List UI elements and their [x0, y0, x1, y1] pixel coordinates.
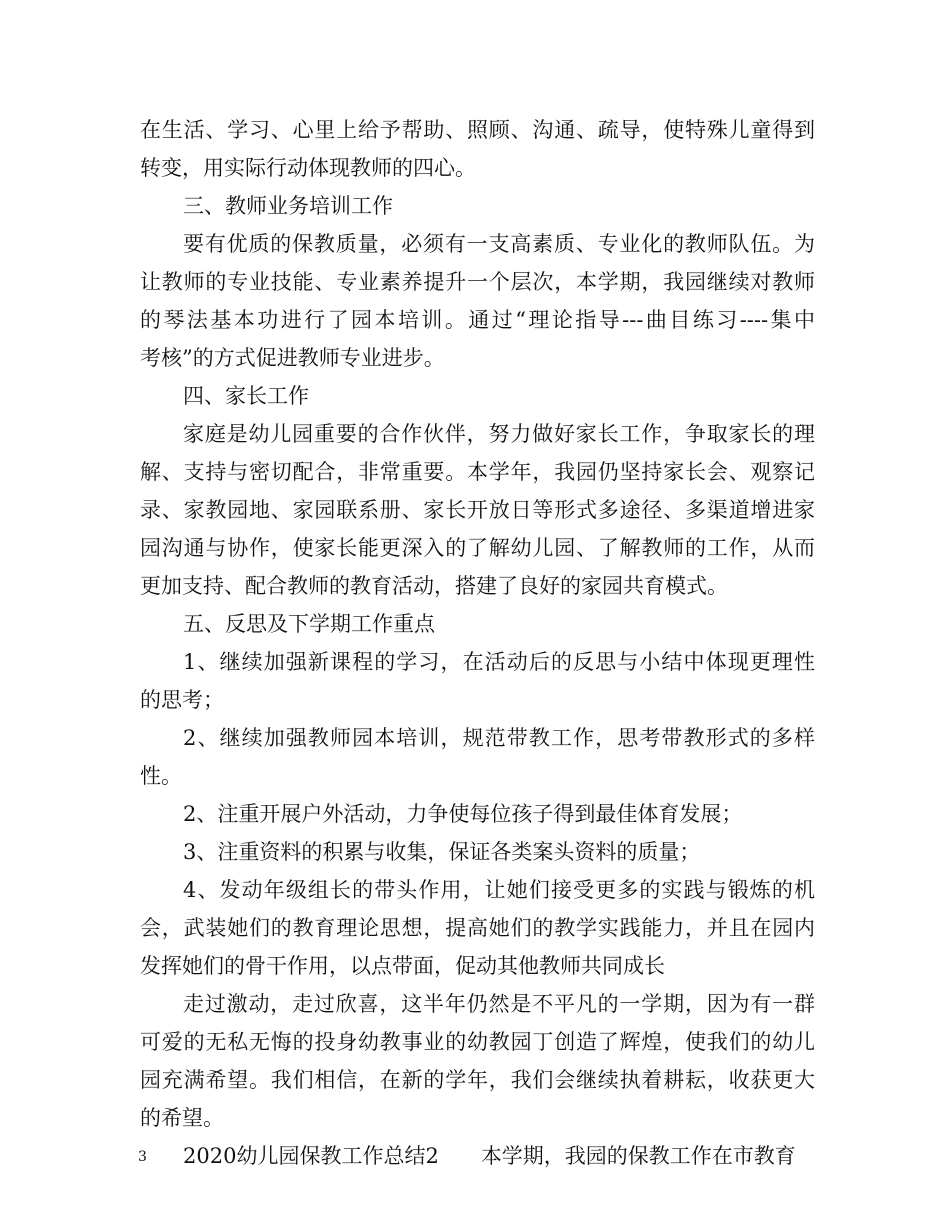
text-line: 解、支持与密切配合，非常重要。本学年，我园仍坚持家长会、观察记: [140, 460, 815, 484]
text-line: 家庭是幼儿园重要的合作伙伴，努力做好家长工作，争取家长的理: [183, 422, 815, 446]
page-number: 3: [138, 1149, 147, 1165]
list-item-line: 4、发动年级组长的带头作用，让她们接受更多的实践与锻炼的机: [183, 878, 815, 902]
text-line: 考核”的方式促进教师专业进步。: [140, 346, 445, 370]
list-item-line: 2、继续加强教师园本培训，规范带教工作，思考带教形式的多样: [183, 726, 815, 750]
text-line: 的希望。: [140, 1106, 224, 1130]
list-item-line: 1、继续加强新课程的学习，在活动后的反思与小结中体现更理性: [183, 650, 815, 674]
section-heading: 三、教师业务培训工作: [183, 194, 393, 218]
list-item-line: 性。: [140, 764, 182, 788]
text-line: 走过激动，走过欣喜，这半年仍然是不平凡的一学期，因为有一群: [183, 992, 815, 1016]
section-heading: 五、反思及下学期工作重点: [183, 612, 435, 636]
text-line: 更加支持、配合教师的教育活动，搭建了良好的家园共育模式。: [140, 574, 728, 598]
list-item-line: 3、注重资料的积累与收集，保证各类案头资料的质量；: [183, 840, 701, 864]
text-line: 让教师的专业技能、专业素养提升一个层次，本学期，我园继续对教师: [140, 270, 815, 294]
list-item-line: 会，武装她们的教育理论思想，提高她们的教学实践能力，并且在园内: [140, 916, 815, 940]
next-section-text: 本学期，我园的保教工作在市教育: [480, 1144, 796, 1168]
list-item-line: 的思考；: [140, 688, 224, 712]
text-line: 要有优质的保教质量，必须有一支高素质、专业化的教师队伍。为: [183, 232, 815, 256]
text-line: 园充满希望。我们相信，在新的学年，我们会继续执着耕耘，收获更大: [140, 1068, 815, 1092]
text-line: 可爱的无私无悔的投身幼教事业的幼教园丁创造了辉煌，使我们的幼儿: [140, 1030, 815, 1054]
next-section-title: 2020幼儿园保教工作总结2: [183, 1144, 439, 1168]
text-line: 在生活、学习、心里上给予帮助、照顾、沟通、疏导，使特殊儿童得到: [140, 118, 815, 142]
closing-line: [183, 1141, 815, 1171]
list-item-line: 发挥她们的骨干作用，以点带面，促动其他教师共同成长: [140, 954, 665, 978]
text-line: 转变，用实际行动体现教师的四心。: [140, 156, 476, 180]
text-line: 园沟通与协作，使家长能更深入的了解幼儿园、了解教师的工作，从而: [140, 536, 815, 560]
text-line: 录、家教园地、家园联系册、家长开放日等形式多途径、多渠道增进家: [140, 498, 815, 522]
list-item-line: 2、注重开展户外活动，力争使每位孩子得到最佳体育发展；: [183, 802, 743, 826]
text-line: 的琴法基本功进行了园本培训。通过“理论指导---曲目练习----集中: [140, 308, 815, 332]
section-heading: 四、家长工作: [183, 384, 309, 408]
